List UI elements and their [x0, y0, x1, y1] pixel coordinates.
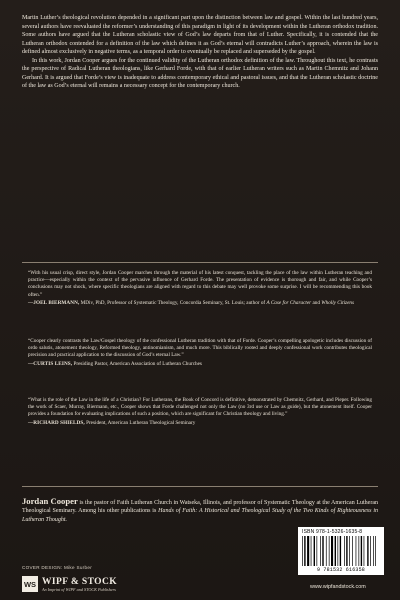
- endorsement-quote: “Cooper clearly contrasts the Law/Gospel theology of the confessional Lutheran tradition with that of Forde. Cooper’s compelling apologetic includes discussion of ordo salutis, atonement theology, Reformed theology, antinomianism, and much more. This biblically rooted and deeply confessional work contributes theological precision and practical application to the discussion of God’s eternal Law.”: [28, 338, 372, 359]
- cover-design-credit: COVER DESIGN: Mike Surber: [22, 565, 93, 570]
- publisher-subtitle: An Imprint of WIPF and STOCK Publishers: [42, 586, 116, 592]
- endorsement-attribution: —CURTIS LEINS, Presiding Pastor, American Association of Lutheran Churches: [28, 360, 202, 367]
- author-bio: Jordan Cooper is the pastor of Faith Lutheran Church in Watseka, Illinois, and professor of Systematic Theology at the American Lutheran Theological Seminary. Among his other publications is Hands of Faith: A Historical and Theological Study of the Two Kinds of Righteousness in Lutheran Thought.: [22, 496, 378, 523]
- author-name: Jordan Cooper: [22, 496, 78, 506]
- divider-top: [22, 262, 378, 263]
- divider-bottom: [22, 486, 378, 487]
- isbn-barcode: [298, 527, 384, 575]
- endorsement-attribution: —RICHARD SHIELDS, President, American Lutheran Theological Seminary: [28, 419, 196, 426]
- endorsement-1: [28, 270, 372, 307]
- publisher-logo-icon: WS: [22, 576, 38, 592]
- endorsement-3: [28, 397, 372, 427]
- endorsement-quote: “With his usual crisp, direct style, Jordan Cooper marches through the material of his latest conquest, tackling the place of the law within Lutheran teaching and practice—especially within the context of the pervasive influence of Gerhard Forde. The presentation of evidence is thorough and fair, and while Cooper’s conclusions may not shock, where specific theologians are aligned with regard to this debate may well provoke some surprise. I will be recommending this book often.”: [28, 270, 372, 298]
- endorsement-quote: “What is the role of the Law in the life of a Christian? For Lutherans, the Book of Concord is definitive, demonstrated by Chemnitz, Gerhard, and Pieper. Following the work of Scaer, Murray, Biermann, etc., Cooper shows that Forde challenged not only the Law (no 3rd use or Law as guide), but the atonement itself. Cooper provides a foundation for evaluating implications of such a position, which are significant for Christian theology and living.”: [28, 397, 372, 418]
- description-paragraph-2: In this work, Jordan Cooper argues for the continued validity of the Lutheran orthodox definition of the law. Throughout this text, he contrasts the perspective of Radical Lutheran theologians, like Gerhard Forde, with that of earlier Lutheran writers such as Martin Chemnitz and Johann Gerhard. It is argued that Forde’s view is inadequate to address contemporary ethical and pastoral issues, and that the Lutheran scholastic doctrine of the law as God’s eternal will remains a necessary concept for the contemporary church.: [22, 57, 378, 89]
- barcode-digits: 9 781532 616358: [316, 567, 365, 573]
- publisher-logo: [22, 574, 117, 594]
- publisher-website: www.wipfandstock.com: [310, 584, 366, 590]
- barcode-icon: [301, 536, 381, 567]
- publisher-name: WIPF & STOCK: [42, 576, 118, 587]
- description-paragraph-1: Martin Luther’s theological revolution depended in a significant part upon the distinction between law and gospel. Within the last hundred years, several authors have reevaluated the reformer’s understanding of this paradigm in light of its development within the Lutheran orthodox tradition. Some authors have argued that the Lutheran scholastic view of God’s law departs from that of Luther. Specifically, it is contended that the Lutheran orthodox contended for a definition of the law which defines it as God’s eternal will contradicts Luther’s approach, wherein the law is defined almost exclusively in negative terms, as a temporal order to eventually be replaced and superseded by the gospel.: [22, 15, 378, 55]
- isbn-number: ISBN 978-1-5326-1635-8: [302, 529, 363, 535]
- author-book-title: Hands of Faith: A Historical and Theological Study of the Two Kinds of Righteousness in Lutheran Thought.: [22, 508, 378, 523]
- endorsement-2: [28, 338, 372, 368]
- book-description: [22, 14, 378, 91]
- endorsement-attribution: —JOEL BIERMANN, MDiv, PhD, Professor of Systematic Theology, Concordia Seminary, St. Louis; author of A Case for Character and Wholly Citizens: [28, 299, 354, 306]
